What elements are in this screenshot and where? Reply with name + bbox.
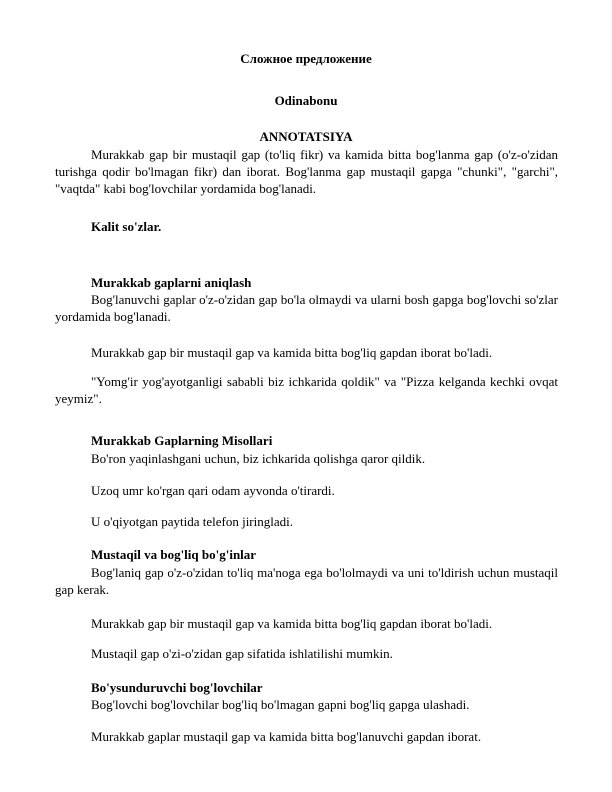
paragraph: Bog'lanuvchi gaplar o'z-o'zidan gap bo'la olmaydi va ularni bosh gapga bog'lovchi so'zlar yordamida bog'lanadi. — [55, 292, 558, 324]
annotation-heading: ANNOTATSIYA — [259, 129, 353, 144]
section-heading: Murakkab Gaplarning Misollari — [91, 433, 273, 448]
document-title: Сложное предложение — [240, 51, 372, 66]
paragraph: Bog'lovchi bog'lovchilar bog'liq bo'lmagan gapni bog'liq gapga ulashadi. — [91, 697, 470, 712]
document-author: Odinabonu — [274, 93, 338, 108]
paragraph: Uzoq umr ko'rgan qari odam ayvonda o'tirardi. — [91, 483, 335, 498]
paragraph: Murakkab gaplar mustaqil gap va kamida bitta bog'lanuvchi gapdan iborat. — [91, 729, 482, 744]
annotation-text: Murakkab gap bir mustaqil gap (to'liq fikr) va kamida bitta bog'lanma gap (o'z-o'zidan turishga qodir bo'lmagan fikr) dan iborat. Bog'lanma gap mustaqil gapga "chunki", "garchi", "vaqtda" kabi bog'lovchilar yordamida bog'lanadi. — [55, 147, 558, 196]
section-heading: Mustaqil va bog'liq bo'g'inlar — [91, 547, 257, 562]
paragraph: Mustaqil gap o'zi-o'zidan gap sifatida ishlatilishi mumkin. — [91, 646, 393, 661]
paragraph: Murakkab gap bir mustaqil gap va kamida bitta bog'liq gapdan iborat bo'ladi. — [91, 616, 493, 631]
paragraph: "Yomg'ir yog'ayotganligi sababli biz ichkarida qoldik" va "Pizza kelganda kechki ovqat yeymiz". — [55, 374, 558, 406]
section-heading: Murakkab gaplarni aniqlash — [91, 275, 252, 290]
paragraph: Bog'laniq gap o'z-o'zidan to'liq ma'noga ega bo'lolmaydi va uni to'ldirish uchun mustaqil gap kerak. — [55, 565, 558, 597]
section-heading: Bo'ysunduruvchi bog'lovchilar — [91, 680, 263, 695]
paragraph: Bo'ron yaqinlashgani uchun, biz ichkarida qolishga qaror qildik. — [91, 451, 426, 466]
keywords-label: Kalit so'zlar. — [91, 219, 162, 234]
paragraph: Murakkab gap bir mustaqil gap va kamida bitta bog'liq gapdan iborat bo'ladi. — [91, 345, 493, 360]
paragraph: U o'qiyotgan paytida telefon jiringladi. — [91, 514, 293, 529]
